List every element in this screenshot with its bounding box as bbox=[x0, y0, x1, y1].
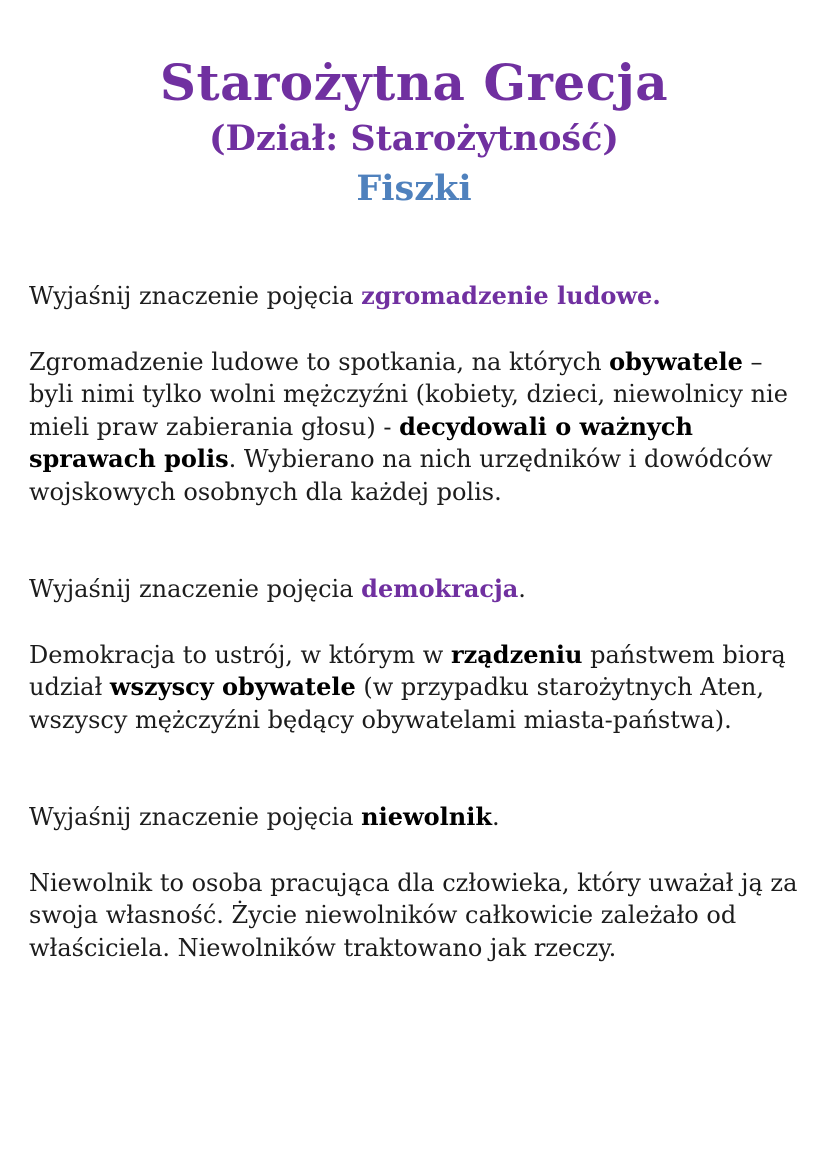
flashcard-zgromadzenie-ludowe bbox=[29, 280, 799, 508]
page-subtitle: (Dział: Starożytność) bbox=[209, 118, 619, 159]
answer-text: – byli nimi tylko wolni mężczyźni (kobiety, dzieci, niewolnicy nie mieli praw zabierania głosu) - bbox=[29, 347, 788, 441]
card-question bbox=[29, 280, 799, 313]
answer-text: . Wybierano na nich urzędników i dowódców wojskowych osobnych dla każdej polis. bbox=[29, 445, 773, 506]
page-kind-label: Fiszki bbox=[356, 168, 472, 209]
question-prefix: Wyjaśnij znaczenie pojęcia bbox=[29, 575, 362, 603]
question-prefix: Wyjaśnij znaczenie pojęcia bbox=[29, 282, 362, 310]
card-answer: Niewolnik to osoba pracująca dla człowieka, który uważał ją za swoja własność. Życie niewolników całkowicie zależało od właściciela. Niewolników traktowano jak rzeczy. bbox=[29, 868, 798, 962]
flashcards bbox=[29, 280, 799, 964]
question-term: niewolnik bbox=[361, 802, 492, 831]
flashcard-niewolnik bbox=[29, 801, 799, 964]
answer-bold-term: wszyscy obywatele bbox=[109, 672, 356, 701]
question-term: demokracja bbox=[361, 574, 519, 603]
answer-text: państwem biorą udział bbox=[29, 640, 786, 701]
card-answer bbox=[29, 639, 799, 737]
card-spacer bbox=[29, 508, 799, 573]
card-question bbox=[29, 801, 799, 834]
answer-text: (w przypadku starożytnych Aten, wszyscy mężczyźni będący obywatelami miasta-państwa). bbox=[29, 673, 765, 734]
question-term: zgromadzenie ludowe. bbox=[361, 281, 661, 310]
page-title: Starożytna Grecja bbox=[159, 53, 669, 112]
question-prefix: Wyjaśnij znaczenie pojęcia bbox=[29, 803, 362, 831]
answer-bold-term: decydowali o ważnych sprawach polis bbox=[29, 411, 693, 473]
answer-bold-term: obywatele bbox=[609, 346, 743, 376]
card-answer bbox=[29, 346, 799, 509]
card-question bbox=[29, 573, 799, 606]
answer-text: Demokracja to ustrój, w którym w bbox=[29, 640, 451, 669]
question-suffix: . bbox=[491, 803, 500, 831]
flashcard-demokracja bbox=[29, 573, 799, 736]
page-header bbox=[0, 52, 828, 214]
answer-bold-term: rządzeniu bbox=[450, 639, 583, 669]
question-suffix: . bbox=[518, 575, 526, 603]
answer-text: Zgromadzenie ludowe to spotkania, na których bbox=[29, 347, 610, 376]
card-spacer bbox=[29, 736, 799, 801]
